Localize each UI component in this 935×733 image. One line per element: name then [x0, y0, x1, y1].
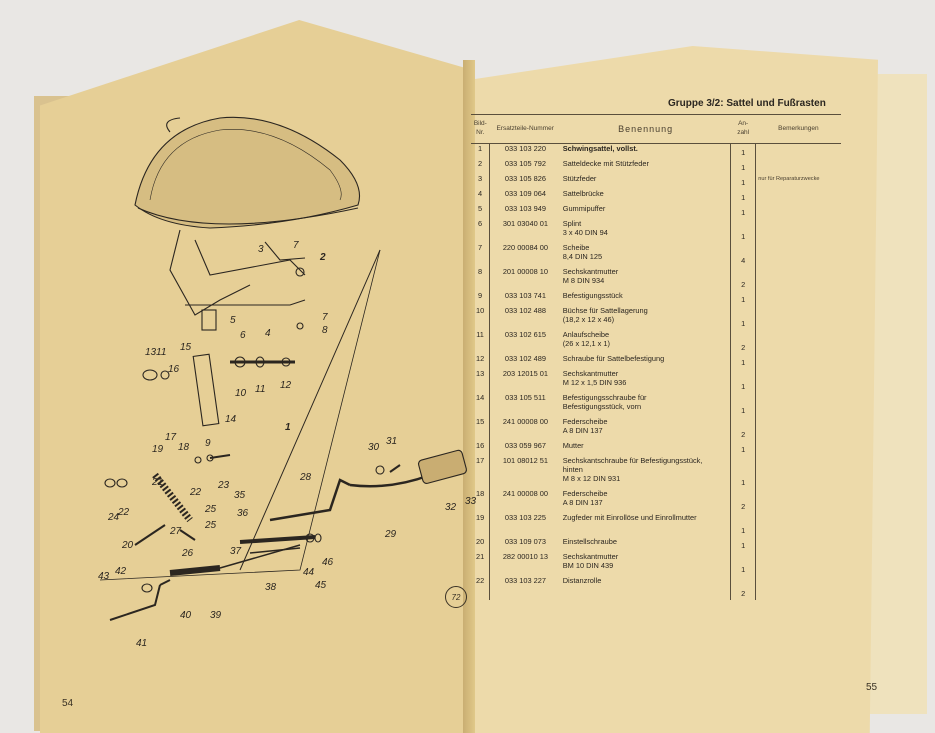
- table-row: [471, 291, 841, 306]
- row-nr: 3: [471, 174, 490, 189]
- row-nr: 13: [471, 369, 490, 393]
- row-description: Schraube für Sattelbefestigung: [562, 354, 665, 363]
- row-quantity: 1: [731, 219, 756, 243]
- svg-text:20: 20: [122, 540, 134, 551]
- row-description: Befestigungsstück: [562, 291, 623, 300]
- row-nr: 15: [471, 417, 490, 441]
- figure-number-callout: 72: [445, 586, 467, 608]
- row-description: Mutter: [562, 441, 584, 450]
- row-part-number: 033 103 220: [504, 144, 546, 153]
- row-quantity: 2: [731, 576, 756, 600]
- row-dots: [716, 513, 731, 537]
- row-remark: [756, 576, 841, 600]
- row-remark: [756, 552, 841, 576]
- row-quantity: 1: [731, 456, 756, 489]
- row-quantity: 1: [731, 354, 756, 369]
- row-part-number: 101 08012 51: [502, 456, 549, 465]
- svg-text:7: 7: [322, 312, 328, 323]
- row-quantity: 1: [731, 537, 756, 552]
- table-row: [471, 306, 841, 330]
- table-row: [471, 513, 841, 537]
- row-dots: [716, 537, 731, 552]
- row-remark: [756, 393, 841, 417]
- svg-text:11: 11: [156, 347, 167, 358]
- table-row: [471, 267, 841, 291]
- row-quantity: 1: [731, 393, 756, 417]
- svg-text:25: 25: [205, 520, 217, 531]
- svg-text:43: 43: [98, 571, 110, 582]
- col-description-header: Benennung: [561, 115, 731, 144]
- table-row: [471, 354, 841, 369]
- row-description: Stützfeder: [562, 174, 597, 183]
- row-quantity: 2: [731, 267, 756, 291]
- row-dots: [716, 552, 731, 576]
- row-nr: 8: [471, 267, 490, 291]
- table-row: [471, 489, 841, 513]
- row-part-number: 033 105 792: [504, 159, 546, 168]
- table-row: [471, 189, 841, 204]
- svg-text:27: 27: [170, 526, 182, 537]
- row-remark: [756, 267, 841, 291]
- parts-table: [471, 114, 841, 600]
- row-part-number: 033 102 615: [504, 330, 546, 339]
- row-remark: [756, 369, 841, 393]
- row-remark: nur für Reparaturzwecke: [758, 176, 820, 182]
- row-description: Einstellschraube: [562, 537, 617, 546]
- row-quantity: 1: [731, 159, 756, 174]
- row-dots: [716, 189, 731, 204]
- table-row: [471, 537, 841, 552]
- row-nr: 16: [471, 441, 490, 456]
- row-part-number: 201 00008 10: [502, 267, 549, 276]
- row-dots: [716, 174, 731, 189]
- row-nr: 12: [471, 354, 490, 369]
- diagram-labels: [98, 240, 477, 649]
- row-nr: 4: [471, 189, 490, 204]
- svg-text:24: 24: [108, 512, 120, 523]
- row-part-number: 033 059 967: [504, 441, 546, 450]
- row-description: Schwingsattel, vollst.: [562, 144, 638, 153]
- svg-text:40: 40: [180, 610, 192, 621]
- svg-text:26: 26: [182, 548, 194, 559]
- row-nr: 11: [471, 330, 490, 354]
- svg-text:15: 15: [180, 342, 192, 353]
- row-part-number: 220 00084 00: [502, 243, 549, 252]
- svg-text:7: 7: [293, 240, 299, 251]
- row-part-number: 241 00008 00: [502, 489, 549, 498]
- col-part-number-header: Ersatzteile-Nummer: [490, 115, 561, 144]
- row-part-number: 282 00010 13: [502, 552, 549, 561]
- table-header-row: [471, 115, 841, 144]
- svg-text:6: 6: [240, 330, 246, 341]
- svg-text:21: 21: [152, 477, 164, 488]
- row-dots: [716, 291, 731, 306]
- svg-text:2: 2: [320, 252, 326, 263]
- svg-text:13: 13: [145, 347, 157, 358]
- row-quantity: 1: [731, 513, 756, 537]
- table-row: [471, 441, 841, 456]
- row-dots: [716, 393, 731, 417]
- row-description: Sechskantschraube für Befestigungsstück, hinten M 8 x 12 DIN 931: [562, 456, 703, 483]
- svg-text:32: 32: [445, 502, 457, 513]
- row-description: Splint 3 x 40 DIN 94: [562, 219, 608, 237]
- svg-text:1: 1: [285, 422, 291, 433]
- svg-text:33: 33: [465, 496, 477, 507]
- row-part-number: 033 105 826: [504, 174, 546, 183]
- table-row: [471, 369, 841, 393]
- row-dots: [716, 330, 731, 354]
- row-nr: 9: [471, 291, 490, 306]
- row-description: Federscheibe A 8 DIN 137: [562, 417, 608, 435]
- row-part-number: 033 105 511: [505, 393, 546, 402]
- row-remark: [756, 354, 841, 369]
- row-part-number: 033 103 949: [504, 204, 546, 213]
- row-nr: 20: [471, 537, 490, 552]
- row-quantity: 1: [731, 306, 756, 330]
- row-part-number: 033 103 227: [504, 576, 546, 585]
- row-part-number: 301 03040 01: [502, 219, 549, 228]
- svg-text:4: 4: [265, 328, 271, 339]
- row-description: Sattelbrücke: [562, 189, 604, 198]
- row-description: Federscheibe A 8 DIN 137: [562, 489, 608, 507]
- row-nr: 19: [471, 513, 490, 537]
- row-remark: [756, 441, 841, 456]
- row-remark: [756, 159, 841, 174]
- svg-text:28: 28: [300, 472, 312, 483]
- table-row: [471, 219, 841, 243]
- row-description: Sechskantmutter BM 10 DIN 439: [562, 552, 619, 570]
- exploded-parts-diagram: [90, 100, 477, 670]
- table-row: [471, 576, 841, 600]
- row-quantity: 2: [731, 417, 756, 441]
- row-part-number: 033 103 741: [504, 291, 546, 300]
- row-quantity: 2: [731, 489, 756, 513]
- row-description: Zugfeder mit Einrollöse und Einrollmutter: [562, 513, 697, 522]
- svg-text:41: 41: [136, 638, 148, 649]
- table-row: [471, 204, 841, 219]
- row-description: Befestigungsschraube für Befestigungsstück, vorn: [562, 393, 647, 411]
- svg-text:17: 17: [165, 432, 177, 443]
- row-part-number: 033 102 489: [504, 354, 546, 363]
- row-nr: 22: [471, 576, 490, 600]
- row-quantity: 4: [731, 243, 756, 267]
- row-dots: [716, 489, 731, 513]
- row-part-number: 033 102 488: [504, 306, 546, 315]
- svg-text:11: 11: [255, 384, 266, 395]
- row-remark: [756, 456, 841, 489]
- row-nr: 21: [471, 552, 490, 576]
- row-part-number: 241 00008 00: [502, 417, 549, 426]
- row-quantity: 1: [731, 552, 756, 576]
- row-remark: [756, 144, 841, 160]
- svg-text:42: 42: [115, 566, 127, 577]
- row-nr: 18: [471, 489, 490, 513]
- row-dots: [716, 243, 731, 267]
- row-dots: [716, 219, 731, 243]
- row-remark: [756, 330, 841, 354]
- row-description: Sechskantmutter M 8 DIN 934: [562, 267, 619, 285]
- row-remark: [756, 306, 841, 330]
- svg-text:9: 9: [205, 438, 211, 449]
- col-quantity-header: An-zahl: [731, 115, 756, 144]
- svg-text:18: 18: [178, 442, 190, 453]
- row-remark: [756, 489, 841, 513]
- row-quantity: 2: [731, 330, 756, 354]
- row-quantity: 1: [731, 291, 756, 306]
- svg-text:23: 23: [218, 480, 230, 491]
- table-row: [471, 417, 841, 441]
- svg-text:12: 12: [280, 380, 292, 391]
- col-nr-header: Bild-Nr.: [471, 115, 490, 144]
- row-description: Sechskantmutter M 12 x 1,5 DIN 936: [562, 369, 627, 387]
- row-description: Distanzrolle: [562, 576, 602, 585]
- row-dots: [716, 417, 731, 441]
- row-quantity: 1: [731, 369, 756, 393]
- row-nr: 14: [471, 393, 490, 417]
- table-row: [471, 456, 841, 489]
- row-part-number: 203 12015 01: [502, 369, 549, 378]
- row-nr: 2: [471, 159, 490, 174]
- svg-text:8: 8: [322, 325, 328, 336]
- svg-text:31: 31: [386, 436, 398, 447]
- row-description: Büchse für Sattellagerung (18,2 x 12 x 46): [562, 306, 648, 324]
- row-remark: [756, 417, 841, 441]
- row-nr: 1: [471, 144, 490, 160]
- svg-text:14: 14: [225, 414, 237, 425]
- page-number-right: 55: [866, 682, 878, 693]
- row-dots: [716, 159, 731, 174]
- table-row: [471, 393, 841, 417]
- row-dots: [716, 306, 731, 330]
- row-dots: [716, 456, 731, 489]
- row-nr: 10: [471, 306, 490, 330]
- svg-text:25: 25: [205, 504, 217, 515]
- row-nr: 6: [471, 219, 490, 243]
- row-dots: [716, 204, 731, 219]
- table-row: [471, 243, 841, 267]
- row-description: Scheibe 8,4 DIN 125: [562, 243, 603, 261]
- row-part-number: 033 109 073: [504, 537, 546, 546]
- svg-text:29: 29: [385, 529, 397, 540]
- table-row: [471, 552, 841, 576]
- row-quantity: 1: [731, 441, 756, 456]
- row-quantity: 1: [731, 204, 756, 219]
- svg-text:16: 16: [168, 364, 180, 375]
- svg-text:22: 22: [190, 487, 202, 498]
- svg-text:39: 39: [210, 610, 222, 621]
- group-title: Gruppe 3/2: Sattel und Fußrasten: [668, 98, 826, 109]
- svg-text:3: 3: [258, 244, 264, 255]
- row-remark: [756, 513, 841, 537]
- row-dots: [716, 441, 731, 456]
- row-description: Satteldecke mit Stützfeder: [562, 159, 649, 168]
- svg-text:44: 44: [303, 567, 315, 578]
- row-description: Gummipuffer: [562, 204, 606, 213]
- svg-text:30: 30: [368, 442, 380, 453]
- row-dots: [716, 144, 731, 160]
- svg-text:38: 38: [265, 582, 277, 593]
- svg-text:37: 37: [230, 546, 242, 557]
- svg-text:10: 10: [235, 388, 247, 399]
- row-dots: [716, 354, 731, 369]
- table-row: [471, 144, 841, 160]
- row-remark: [756, 219, 841, 243]
- table-row: [471, 159, 841, 174]
- row-dots: [716, 576, 731, 600]
- row-dots: [716, 267, 731, 291]
- col-remarks-header: Bemerkungen: [756, 115, 841, 144]
- svg-text:5: 5: [230, 315, 236, 326]
- row-remark: [756, 189, 841, 204]
- row-dots: [716, 369, 731, 393]
- row-nr: 5: [471, 204, 490, 219]
- row-remark: [756, 291, 841, 306]
- svg-text:19: 19: [152, 444, 164, 455]
- row-remark: [756, 204, 841, 219]
- row-description: Anlaufscheibe (26 x 12,1 x 1): [562, 330, 610, 348]
- row-nr: 7: [471, 243, 490, 267]
- table-row: [471, 174, 841, 189]
- svg-text:45: 45: [315, 580, 327, 591]
- table-row: [471, 330, 841, 354]
- row-quantity: 1: [731, 144, 756, 160]
- row-remark: [756, 537, 841, 552]
- svg-text:35: 35: [234, 490, 246, 501]
- row-part-number: 033 103 225: [504, 513, 546, 522]
- row-remark: [756, 243, 841, 267]
- svg-text:36: 36: [237, 508, 249, 519]
- svg-text:22: 22: [118, 507, 130, 518]
- page-number-left: 54: [62, 698, 74, 709]
- row-part-number: 033 109 064: [504, 189, 546, 198]
- svg-text:46: 46: [322, 557, 334, 568]
- row-quantity: 1: [731, 189, 756, 204]
- row-nr: 17: [471, 456, 490, 489]
- row-quantity: 1: [731, 174, 756, 189]
